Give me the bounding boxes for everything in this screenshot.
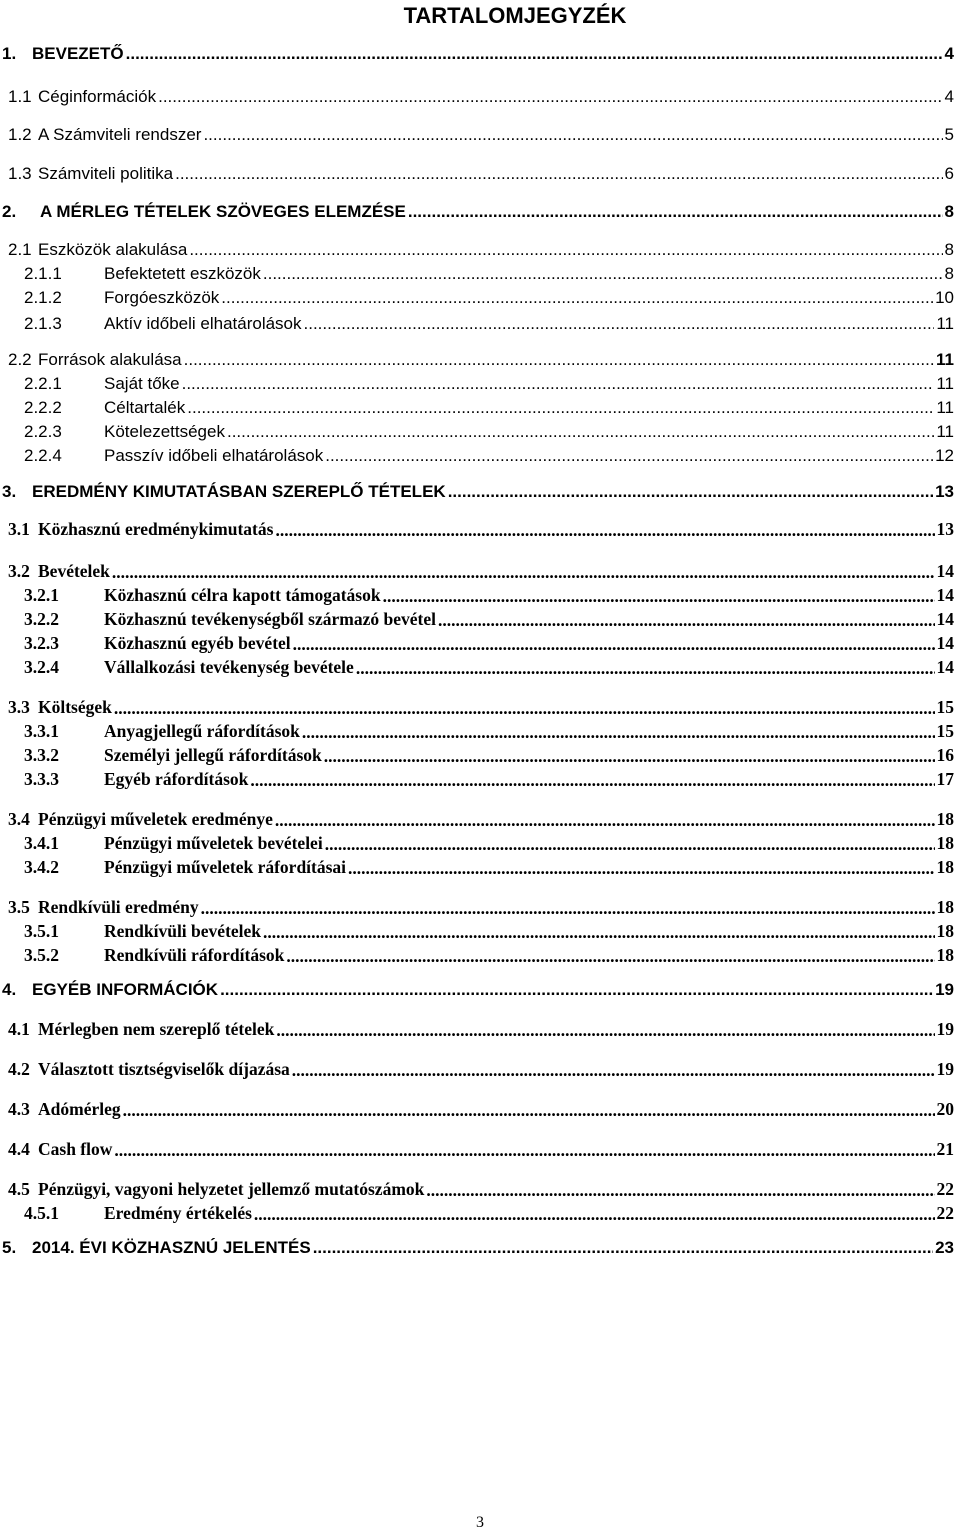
toc-entry-title: Befektetett eszközök [104, 264, 261, 283]
toc-leader-dots [182, 374, 935, 394]
toc-leader-dots [348, 858, 934, 878]
toc-leader-dots [158, 87, 942, 107]
toc-leader-dots [292, 1060, 935, 1080]
toc-leader-dots [227, 422, 934, 442]
toc-entry-page: 15 [936, 697, 954, 717]
toc-leader-dots [448, 482, 933, 502]
toc-entry-number: 2.2.3 [24, 422, 62, 441]
toc-entry[interactable] [0, 606, 960, 630]
toc-entry-number: 2.2 [8, 350, 32, 369]
toc-entry[interactable] [0, 284, 960, 308]
toc-entry[interactable] [0, 83, 960, 107]
toc-entry-title: Rendkívüli eredmény [38, 897, 199, 917]
toc-entry-number: 4. [2, 980, 17, 999]
toc-entry-page: 18 [936, 945, 954, 965]
toc-entry-number: 3.4.2 [24, 857, 59, 877]
toc-entry[interactable] [0, 40, 960, 64]
toc-entry-page: 13 [936, 519, 954, 539]
toc-entry[interactable] [0, 830, 960, 854]
toc-entry[interactable] [0, 516, 960, 540]
toc-entry-number: 3.3.3 [24, 769, 59, 789]
toc-leader-dots [325, 446, 933, 466]
toc-leader-dots [275, 520, 934, 540]
toc-entry-page: 5 [944, 125, 954, 144]
toc-entry-title: Céltartalék [104, 398, 186, 417]
toc-entry-title: Passzív időbeli elhatárolások [104, 446, 324, 465]
toc-entry-page: 14 [936, 609, 954, 629]
page-title: TARTALOMJEGYZÉK [403, 3, 627, 28]
toc-entry-page: 14 [936, 561, 954, 581]
toc-entry[interactable] [0, 1234, 960, 1258]
toc-entry[interactable] [0, 1056, 960, 1080]
toc-entry-number: 2.2.1 [24, 374, 62, 393]
toc-leader-dots [250, 770, 934, 790]
toc-entry-page: 19 [936, 1019, 954, 1039]
toc-entry-number: 3.2.3 [24, 633, 59, 653]
toc-entry-page: 14 [936, 633, 954, 653]
toc-leader-dots [201, 898, 935, 918]
toc-entry-page: 11 [936, 374, 954, 393]
toc-leader-dots [276, 1020, 934, 1040]
toc-entry[interactable] [0, 942, 960, 966]
toc-entry-title: Aktív időbeli elhatárolások [104, 314, 302, 333]
toc-entry[interactable] [0, 918, 960, 942]
toc-leader-dots [203, 125, 942, 145]
toc-entry-title: Mérlegben nem szereplő tételek [38, 1019, 275, 1039]
toc-entry-page: 8 [944, 240, 954, 259]
toc-entry-number: 3.3 [8, 697, 30, 717]
toc-entry-title: Cash flow [38, 1139, 113, 1159]
toc-entry-number: 3.1 [8, 519, 30, 539]
toc-entry-number: 2.1 [8, 240, 32, 259]
toc-entry[interactable] [0, 160, 960, 184]
toc-entry-number: 3.5 [8, 897, 30, 917]
toc-entry-page: 14 [936, 657, 954, 677]
toc-entry-title: Rendkívüli ráfordítások [104, 945, 285, 965]
toc-entry-page: 11 [936, 398, 954, 417]
toc-entry-title: Pénzügyi műveletek bevételei [104, 833, 323, 853]
toc-leader-dots [254, 1204, 935, 1224]
toc-leader-dots [356, 658, 935, 678]
toc-entry[interactable] [0, 630, 960, 654]
toc-entry[interactable] [0, 198, 960, 222]
toc-entry-number: 4.3 [8, 1099, 30, 1119]
toc-entry-number: 1.3 [8, 164, 32, 183]
toc-entry-number: 1. [2, 44, 17, 63]
toc-leader-dots [438, 610, 935, 630]
toc-entry-title: EGYÉB INFORMÁCIÓK [32, 980, 219, 999]
toc-entry-title: Pénzügyi műveletek eredménye [38, 809, 273, 829]
toc-leader-dots [263, 922, 934, 942]
toc-entry-number: 2. [2, 202, 17, 221]
toc-entry-title: 2014. ÉVI KÖZHASZNÚ JELENTÉS [32, 1238, 311, 1257]
toc-entry[interactable] [0, 260, 960, 284]
toc-entry-page: 14 [936, 585, 954, 605]
toc-leader-dots [302, 722, 935, 742]
toc-leader-dots [304, 314, 935, 334]
toc-entry-title: Közhasznú egyéb bevétel [104, 633, 291, 653]
toc-leader-dots [189, 240, 942, 260]
toc-entry-title: Források alakulása [38, 350, 182, 369]
toc-entry-number: 3.5.2 [24, 945, 59, 965]
toc-entry-number: 4.5 [8, 1179, 30, 1199]
toc-leader-dots [112, 562, 935, 582]
toc-leader-dots [175, 164, 942, 184]
toc-entry-number: 3.4.1 [24, 833, 59, 853]
toc-entry-page: 15 [936, 721, 954, 741]
toc-entry[interactable] [0, 236, 960, 260]
toc-leader-dots [324, 746, 935, 766]
toc-entry-page: 11 [936, 350, 954, 369]
toc-entry-title: Közhasznú eredménykimutatás [38, 519, 274, 539]
toc-entry-number: 3.3.2 [24, 745, 59, 765]
toc-entry-title: BEVEZETŐ [32, 44, 124, 63]
toc-entry-number: 3.2.2 [24, 609, 59, 629]
toc-entry[interactable] [0, 806, 960, 830]
toc-entry-title: Vállalkozási tevékenység bevétele [104, 657, 354, 677]
toc-leader-dots [263, 264, 943, 284]
toc-entry-title: Bevételek [38, 561, 110, 581]
toc-entry-title: Forgóeszközök [104, 288, 220, 307]
toc-leader-dots [293, 634, 935, 654]
toc-entry-number: 3.2.4 [24, 657, 59, 677]
toc-entry-page: 22 [936, 1203, 954, 1223]
toc-entry-number: 2.1.2 [24, 288, 62, 307]
toc-entry-number: 4.4 [8, 1139, 30, 1159]
toc-entry-number: 3.2 [8, 561, 30, 581]
toc-entry[interactable] [0, 121, 960, 145]
toc-entry-page: 19 [936, 1059, 954, 1079]
toc-entry-number: 1.2 [8, 125, 32, 144]
toc-entry-title: Pénzügyi, vagyoni helyzetet jellemző mutatószámok [38, 1179, 425, 1199]
toc-entry-number: 4.5.1 [24, 1203, 59, 1223]
toc-entry[interactable] [0, 1136, 960, 1160]
toc-entry[interactable] [0, 694, 960, 718]
toc-leader-dots [325, 834, 935, 854]
toc-leader-dots [184, 350, 934, 370]
toc-leader-dots [114, 1140, 934, 1160]
toc-entry-title: A MÉRLEG TÉTELEK SZÖVEGES ELEMZÉSE [40, 202, 406, 221]
toc-entry-title: Személyi jellegű ráfordítások [104, 745, 322, 765]
toc-entry-number: 4.1 [8, 1019, 30, 1039]
toc-entry-title: A Számviteli rendszer [38, 125, 202, 144]
toc-entry[interactable] [0, 582, 960, 606]
toc-entry-title: Pénzügyi műveletek ráfordításai [104, 857, 347, 877]
toc-leader-dots [313, 1238, 933, 1258]
toc-entry-page: 19 [935, 980, 954, 999]
toc-entry-page: 10 [935, 288, 954, 307]
toc-entry-number: 3.3.1 [24, 721, 59, 741]
toc-entry-title: Közhasznú tevékenységből származó bevétel [104, 609, 436, 629]
toc-leader-dots [383, 586, 935, 606]
toc-entry-page: 8 [944, 264, 954, 283]
toc-entry-page: 8 [944, 202, 954, 221]
toc-leader-dots [123, 1100, 935, 1120]
toc-entry-page: 16 [936, 745, 954, 765]
toc-entry-title: Adómérleg [38, 1099, 121, 1119]
toc-entry-title: Eredmény értékelés [104, 1203, 252, 1223]
toc-leader-dots [286, 946, 934, 966]
toc-leader-dots [275, 810, 935, 830]
toc-entry-page: 18 [936, 833, 954, 853]
toc-leader-dots [114, 698, 935, 718]
toc-entry-page: 4 [944, 44, 954, 63]
toc-entry-page: 22 [936, 1179, 954, 1199]
toc-entry-title: Anyagjellegű ráfordítások [104, 721, 300, 741]
toc-entry-title: Kötelezettségek [104, 422, 225, 441]
toc-entry[interactable] [0, 394, 960, 418]
toc-entry-page: 11 [936, 422, 954, 441]
toc-entry[interactable] [0, 894, 960, 918]
toc-entry-number: 5. [2, 1238, 17, 1257]
toc-leader-dots [126, 44, 943, 64]
toc-entry-number: 4.2 [8, 1059, 30, 1079]
toc-entry[interactable] [0, 976, 960, 1000]
toc-entry[interactable] [0, 1016, 960, 1040]
toc-entry-page: 18 [936, 857, 954, 877]
page-number: 3 [476, 1514, 484, 1531]
toc-entry[interactable] [0, 1096, 960, 1120]
toc-entry-page: 18 [936, 809, 954, 829]
toc-entry-page: 21 [936, 1139, 954, 1159]
toc-entry-title: Közhasznú célra kapott támogatások [104, 585, 381, 605]
toc-entry[interactable] [0, 418, 960, 442]
toc-entry-page: 18 [936, 921, 954, 941]
toc-entry-title: EREDMÉNY KIMUTATÁSBAN SZEREPLŐ TÉTELEK [32, 482, 446, 501]
toc-entry-number: 3.4 [8, 809, 30, 829]
toc-entry[interactable] [0, 310, 960, 334]
toc-entry-title: Céginformációk [38, 87, 157, 106]
toc-entry-page: 20 [936, 1099, 954, 1119]
toc-entry[interactable] [0, 346, 960, 370]
toc-entry-title: Egyéb ráfordítások [104, 769, 249, 789]
toc-entry-number: 3.5.1 [24, 921, 59, 941]
toc-entry-title: Költségek [38, 697, 112, 717]
toc-entry-page: 18 [936, 897, 954, 917]
toc-leader-dots [426, 1180, 934, 1200]
toc-entry-page: 12 [935, 446, 954, 465]
toc-leader-dots [220, 980, 933, 1000]
toc-entry[interactable] [0, 854, 960, 878]
toc-leader-dots [408, 202, 943, 222]
toc-entry-number: 2.2.2 [24, 398, 62, 417]
toc-entry-number: 3. [2, 482, 17, 501]
toc-leader-dots [221, 288, 933, 308]
toc-entry[interactable] [0, 442, 960, 466]
toc-entry[interactable] [0, 718, 960, 742]
toc-entry[interactable] [0, 478, 960, 502]
toc-entry-title: Választott tisztségviselők díjazása [38, 1059, 290, 1079]
toc-entry-title: Saját tőke [104, 374, 180, 393]
toc-entry-number: 1.1 [8, 87, 32, 106]
toc-entry-page: 11 [936, 314, 954, 333]
toc-entry[interactable] [0, 1176, 960, 1200]
toc-entry-title: Számviteli politika [38, 164, 174, 183]
toc-entry-number: 3.2.1 [24, 585, 59, 605]
toc-entry-page: 23 [935, 1238, 954, 1257]
toc-entry-page: 4 [944, 87, 954, 106]
toc-entry[interactable] [0, 766, 960, 790]
toc-leader-dots [187, 398, 934, 418]
toc-entry-title: Rendkívüli bevételek [104, 921, 262, 941]
toc-entry[interactable] [0, 558, 960, 582]
toc-entry-page: 17 [936, 769, 954, 789]
toc-entry[interactable] [0, 654, 960, 678]
toc-entry-number: 2.1.1 [24, 264, 62, 283]
toc-entry[interactable] [0, 1200, 960, 1224]
toc-entry[interactable] [0, 370, 960, 394]
toc-entry-page: 13 [935, 482, 954, 501]
toc-entry-number: 2.1.3 [24, 314, 62, 333]
toc-entry[interactable] [0, 742, 960, 766]
toc-entry-number: 2.2.4 [24, 446, 62, 465]
toc-entry-page: 6 [944, 164, 954, 183]
toc-entry-title: Eszközök alakulása [38, 240, 188, 259]
